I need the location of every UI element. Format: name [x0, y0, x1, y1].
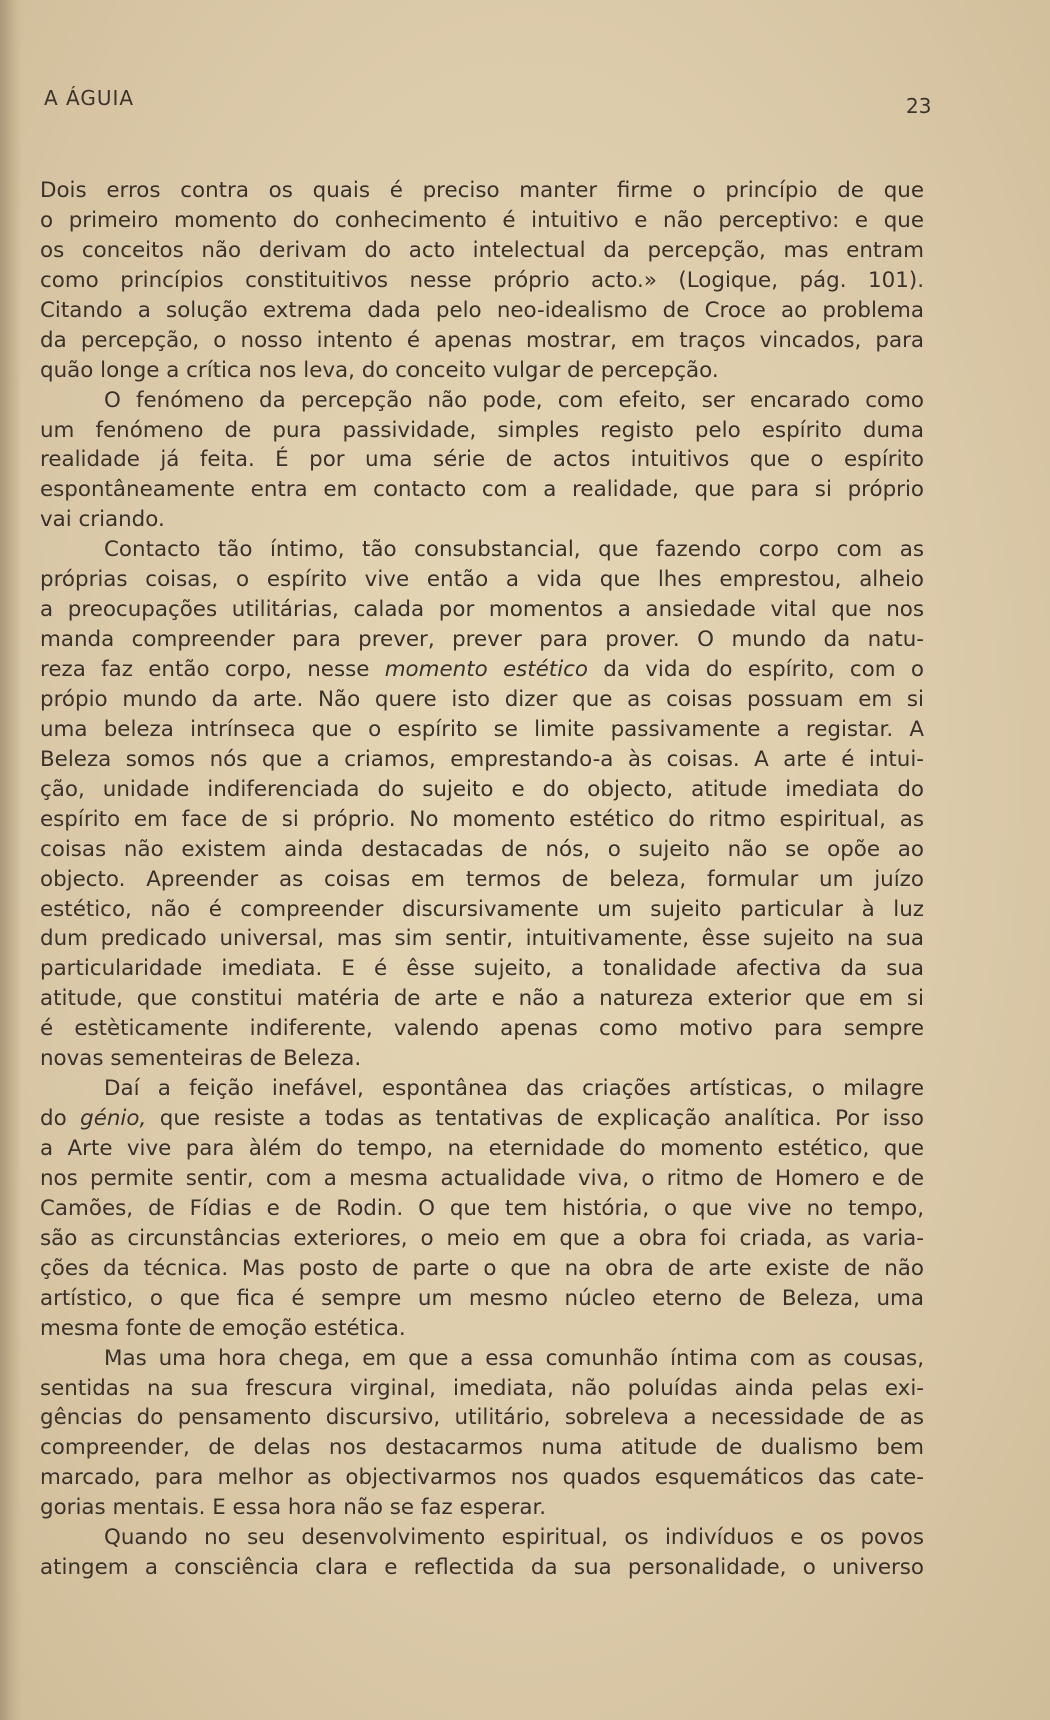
text-line: objecto. Apreender as coisas em termos de beleza, formular um juízo: [40, 866, 924, 892]
text-line: marcado, para melhor as objectivarmos nos quados esquemáticos das cate-: [40, 1465, 924, 1491]
text-line: o primeiro momento do conhecimento é intuitivo e não perceptivo: e que: [40, 207, 924, 233]
text-line: espírito em face de si próprio. No momento estético do ritmo espiritual, as: [40, 806, 924, 832]
text-line: ções da técnica. Mas posto de parte o que na obra de arte existe de não: [40, 1255, 924, 1281]
text-line: um fenómeno de pura passividade, simples registo pelo espírito duma: [40, 417, 924, 443]
text-segment: da vida do espírito, com o: [603, 657, 924, 682]
text-line: Dois erros contra os quais é preciso manter firme o princípio de que: [40, 178, 924, 203]
text-line: atitude, que constitui matéria de arte e não a natureza exterior que em si: [40, 986, 924, 1012]
running-head: A ÁGUIA: [44, 86, 135, 110]
text-line: sentidas na sua frescura virginal, imediata, não poluídas ainda pelas exi-: [40, 1375, 924, 1401]
text-line: nos permite sentir, com a mesma actualidade viva, o ritmo de Homero e de: [40, 1165, 924, 1191]
text-line: gorias mentais. E essa hora não se faz esperar.: [40, 1495, 547, 1521]
text-line: Contacto tão íntimo, tão consubstancial, que fazendo corpo com as: [104, 537, 924, 563]
text-line: atingem a consciência clara e reflectida da sua personalidade, o universo: [40, 1555, 924, 1581]
text-line: Quando no seu desenvolvimento espiritual, os indivíduos e os povos: [104, 1525, 924, 1551]
text-line: [40, 1104, 924, 1134]
text-line: artístico, o que fica é sempre um mesmo núcleo eterno de Beleza, uma: [40, 1285, 924, 1311]
text-line: compreender, de delas nos destacarmos numa atitude de dualismo bem: [40, 1435, 924, 1461]
text-line: é estèticamente indiferente, valendo apenas como motivo para sempre: [40, 1016, 924, 1042]
text-line: como princípios constituitivos nesse próprio acto.» (Logique, pág. 101).: [40, 267, 924, 293]
text-line: [40, 655, 924, 685]
binding-shadow: [0, 0, 22, 1720]
text-line: realidade já feita. É por uma série de actos intuitivos que o espírito: [40, 447, 924, 473]
text-line: estético, não é compreender discursivamente um sujeito particular à luz: [40, 896, 924, 922]
text-line: manda compreender para prever, prever para prover. O mundo da natu-: [40, 627, 924, 653]
text-line: gências do pensamento discursivo, utilitário, sobreleva a necessidade de as: [40, 1405, 924, 1431]
text-line: a Arte vive para àlém do tempo, na eternidade do momento estético, que: [40, 1136, 924, 1161]
text-line: quão longe a crítica nos leva, do conceito vulgar de percepção.: [40, 357, 719, 383]
text-segment: do: [40, 1106, 67, 1132]
italic-term: momento estético: [384, 657, 588, 682]
text-line: são as circunstâncias exteriores, o meio em que a obra foi criada, as varia-: [40, 1225, 924, 1251]
text-line: coisas não existem ainda destacadas de nós, o sujeito não se opõe ao: [40, 836, 924, 862]
text-line: a preocupações utilitárias, calada por momentos a ansiedade vital que nos: [40, 597, 924, 623]
text-line: da percepção, o nosso intento é apenas mostrar, em traços vincados, para: [40, 327, 924, 353]
text-line: Beleza somos nós que a criamos, emprestando-a às coisas. A arte é intui-: [40, 746, 924, 772]
text-line: mesma fonte de emoção estética.: [40, 1315, 406, 1341]
text-line: O fenómeno da percepção não pode, com efeito, ser encarado como: [104, 387, 924, 413]
text-line: dum predicado universal, mas sim sentir, intuitivamente, êsse sujeito na sua: [40, 926, 924, 952]
text-line: Camões, de Fídias e de Rodin. O que tem história, o que vive no tempo,: [40, 1195, 924, 1221]
text-line: particularidade imediata. E é êsse sujeito, a tonalidade afectiva da sua: [40, 956, 924, 982]
text-segment: que resiste a todas as tentativas de explicação analítica. Por isso: [159, 1106, 924, 1132]
page-number: 23: [906, 94, 932, 118]
text-line: novas sementeiras de Beleza.: [40, 1046, 362, 1072]
text-line: espontâneamente entra em contacto com a realidade, que para si próprio: [40, 477, 924, 503]
text-line: Daí a feição inefável, espontânea das criações artísticas, o milagre: [104, 1076, 924, 1102]
body-text: [40, 176, 924, 1583]
text-line: Mas uma hora chega, em que a essa comunhão íntima com as cousas,: [104, 1345, 924, 1371]
italic-term: génio,: [80, 1106, 147, 1132]
text-line: uma beleza intrínseca que o espírito se limite passivamente a registar. A: [40, 716, 924, 742]
text-line: vai criando.: [40, 507, 165, 533]
text-line: ção, unidade indiferenciada do sujeito e do objecto, atitude imediata do: [40, 776, 924, 802]
text-line: própio mundo da arte. Não quere isto dizer que as coisas possuam em si: [40, 686, 924, 712]
text-segment: reza faz então corpo, nesse: [40, 657, 370, 682]
text-line: Citando a solução extrema dada pelo neo-idealismo de Croce ao problema: [40, 297, 924, 323]
text-line: os conceitos não derivam do acto intelectual da percepção, mas entram: [40, 237, 924, 263]
text-line: próprias coisas, o espírito vive então a vida que lhes emprestou, alheio: [40, 567, 924, 593]
